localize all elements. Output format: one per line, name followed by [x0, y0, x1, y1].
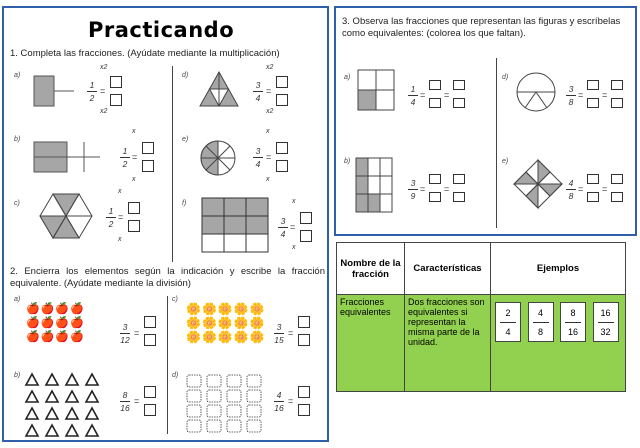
q3b-figure — [356, 158, 392, 212]
q3b-answer2-num[interactable] — [453, 174, 465, 184]
exercise-panel-right — [334, 6, 637, 236]
q3a-answer2-num[interactable] — [453, 80, 465, 90]
q2c-flower-icons: 🌼🌼🌼🌼🌼 🌼🌼🌼🌼🌼 🌼🌼🌼🌼🌼 — [186, 302, 266, 344]
q1e-answer-num[interactable] — [276, 142, 288, 154]
q3e-equals: = — [578, 184, 584, 194]
header-examples: Ejemplos — [491, 243, 626, 295]
q1f-fraction: 3 4 — [278, 216, 288, 239]
q1b-label: b) — [14, 136, 21, 143]
q1c-fraction: 1 2 — [106, 206, 116, 229]
q2d-fraction: 4 16 — [274, 390, 284, 413]
q1f-equals: = — [290, 222, 296, 232]
q1b-equals: = — [132, 152, 138, 162]
q1c-figure — [40, 194, 92, 238]
q3e-fraction: 4 8 — [566, 178, 576, 201]
q3e-answer2-num[interactable] — [611, 174, 623, 184]
q1a-label: a) — [14, 72, 21, 79]
q1a-answer-num[interactable] — [110, 76, 122, 88]
q3e-figure — [514, 160, 562, 208]
q3d-equals2: = — [602, 90, 608, 100]
q1c-mul-top: x — [118, 188, 122, 195]
q3d-figure — [516, 72, 556, 112]
q1a-mul-top: x2 — [100, 64, 108, 71]
q1a-fraction: 1 2 — [87, 80, 97, 103]
summary-table — [336, 242, 626, 392]
header-name: Nombre de la fracción — [337, 243, 405, 295]
q1-instruction: 1. Completa las fracciones. (Ayúdate mediante la multiplicación) — [10, 48, 280, 59]
q1d-answer-den[interactable] — [276, 94, 288, 106]
q3-divider — [496, 58, 497, 228]
q1f-mul-top: x — [292, 198, 296, 205]
q1e-answer-den[interactable] — [276, 160, 288, 172]
q3d-label: d) — [502, 74, 509, 81]
q2a-apple-icons: 🍎🍎🍎🍎 🍎🍎🍎🍎 🍎🍎🍎🍎 — [26, 303, 85, 343]
q3-instruction: 3. Observa las fracciones que representan las figuras y escríbelas como equivalentes: (colorea los que faltan). — [342, 16, 621, 39]
q1d-mul-top: x2 — [266, 64, 274, 71]
q2-divider — [167, 296, 168, 434]
q1d-fraction: 3 4 — [253, 80, 263, 103]
q2b-triangle-icons — [26, 374, 106, 438]
q1e-equals: = — [266, 152, 272, 162]
q1b-mul-bot: x — [132, 176, 136, 183]
q3d-answer1-den[interactable] — [587, 98, 599, 108]
q3a-answer1-num[interactable] — [429, 80, 441, 90]
q1e-mul-bot: x — [266, 176, 270, 183]
q3d-answer1-num[interactable] — [587, 80, 599, 90]
q3d-fraction: 3 8 — [566, 84, 576, 107]
q2d-equals: = — [288, 396, 294, 406]
q1c-equals: = — [118, 212, 124, 222]
q1f-answer-den[interactable] — [300, 230, 312, 242]
q2c-answer-den[interactable] — [298, 334, 310, 346]
q1a-mul-bot: x2 — [100, 108, 108, 115]
q2a-answer-num[interactable] — [144, 316, 156, 328]
q2c-answer-num[interactable] — [298, 316, 310, 328]
q1d-figure — [200, 72, 238, 106]
example-fraction: $\frac{8}{16}$ — [560, 302, 586, 342]
q1e-figure — [200, 140, 236, 176]
q1d-label: d) — [182, 72, 189, 79]
q3e-label: e) — [502, 158, 509, 165]
q1d-answer-num[interactable] — [276, 76, 288, 88]
q2d-pot-icons — [186, 374, 266, 434]
q1e-fraction: 3 4 — [253, 146, 263, 169]
header-characteristics: Características — [405, 243, 491, 295]
q2a-answer-den[interactable] — [144, 334, 156, 346]
q2-instruction: 2. Encierra los elementos según la indicación y escribe la fracción equivalente. (Ayúdate mediante la división) — [10, 266, 325, 289]
q2d-answer-num[interactable] — [298, 386, 310, 398]
q3a-label: a) — [344, 74, 351, 81]
q3a-figure — [358, 70, 394, 110]
q1b-answer-num[interactable] — [142, 142, 154, 154]
q2b-label: b) — [14, 372, 21, 379]
q3b-answer2-den[interactable] — [453, 192, 465, 202]
q1c-answer-den[interactable] — [128, 220, 140, 232]
q2a-fraction: 3 12 — [120, 322, 130, 345]
q1f-mul-bot: x — [292, 244, 296, 251]
q3d-equals: = — [578, 90, 584, 100]
q3a-equals: = — [420, 90, 426, 100]
q3a-answer2-den[interactable] — [453, 98, 465, 108]
q2d-label: d) — [172, 372, 179, 379]
q1a-figure — [34, 76, 74, 106]
q3b-label: b) — [344, 158, 351, 165]
q2c-label: c) — [172, 296, 178, 303]
q2b-answer-num[interactable] — [144, 386, 156, 398]
q2b-fraction: 8 16 — [120, 390, 130, 413]
q1e-label: e) — [182, 136, 189, 143]
q3e-answer1-den[interactable] — [587, 192, 599, 202]
q1-divider — [172, 66, 173, 262]
q2b-answer-den[interactable] — [144, 404, 156, 416]
q1a-answer-den[interactable] — [110, 94, 122, 106]
exercise-panel-left — [2, 6, 329, 442]
q3b-equals2: = — [444, 184, 450, 194]
q3b-answer1-den[interactable] — [429, 192, 441, 202]
q3b-answer1-num[interactable] — [429, 174, 441, 184]
q1f-label: f) — [182, 200, 187, 207]
q1a-equals: = — [100, 86, 106, 96]
q1c-mul-bot: x — [118, 236, 122, 243]
q1b-answer-den[interactable] — [142, 160, 154, 172]
q1d-equals: = — [266, 86, 272, 96]
page-title: Practicando — [88, 18, 235, 42]
example-fraction: $\frac{4}{8}$ — [528, 302, 554, 342]
q3a-fraction: 1 4 — [408, 84, 418, 107]
q3a-answer1-den[interactable] — [429, 98, 441, 108]
q1f-figure — [202, 198, 268, 252]
cell-description: Dos fracciones son equivalentes si representan la misma parte de la unidad. — [405, 295, 491, 392]
q2c-fraction: 3 15 — [274, 322, 284, 345]
q3a-equals2: = — [444, 90, 450, 100]
q3e-answer1-num[interactable] — [587, 174, 599, 184]
q1b-mul-top: x — [132, 128, 136, 135]
q3b-equals: = — [420, 184, 426, 194]
q2d-answer-den[interactable] — [298, 404, 310, 416]
q3d-answer2-den[interactable] — [611, 98, 623, 108]
example-fraction: $\frac{2}{4}$ — [495, 302, 521, 342]
q1e-mul-top: x — [266, 128, 270, 135]
q1f-answer-num[interactable] — [300, 212, 312, 224]
q2b-equals: = — [134, 396, 140, 406]
cell-name: Fracciones equivalentes — [337, 295, 405, 392]
q1b-fraction: 1 2 — [120, 146, 130, 169]
q3e-answer2-den[interactable] — [611, 192, 623, 202]
q3e-equals2: = — [602, 184, 608, 194]
q2a-label: a) — [14, 296, 21, 303]
q2c-equals: = — [288, 328, 294, 338]
q3d-answer2-num[interactable] — [611, 80, 623, 90]
q3b-fraction: 3 9 — [408, 178, 418, 201]
q1d-mul-bot: x2 — [266, 108, 274, 115]
q1c-answer-num[interactable] — [128, 202, 140, 214]
cell-examples — [491, 295, 626, 392]
q1b-figure — [34, 142, 100, 172]
example-fraction: $\frac{16}{32}$ — [593, 302, 619, 342]
q1c-label: c) — [14, 200, 20, 207]
q2a-equals: = — [134, 328, 140, 338]
